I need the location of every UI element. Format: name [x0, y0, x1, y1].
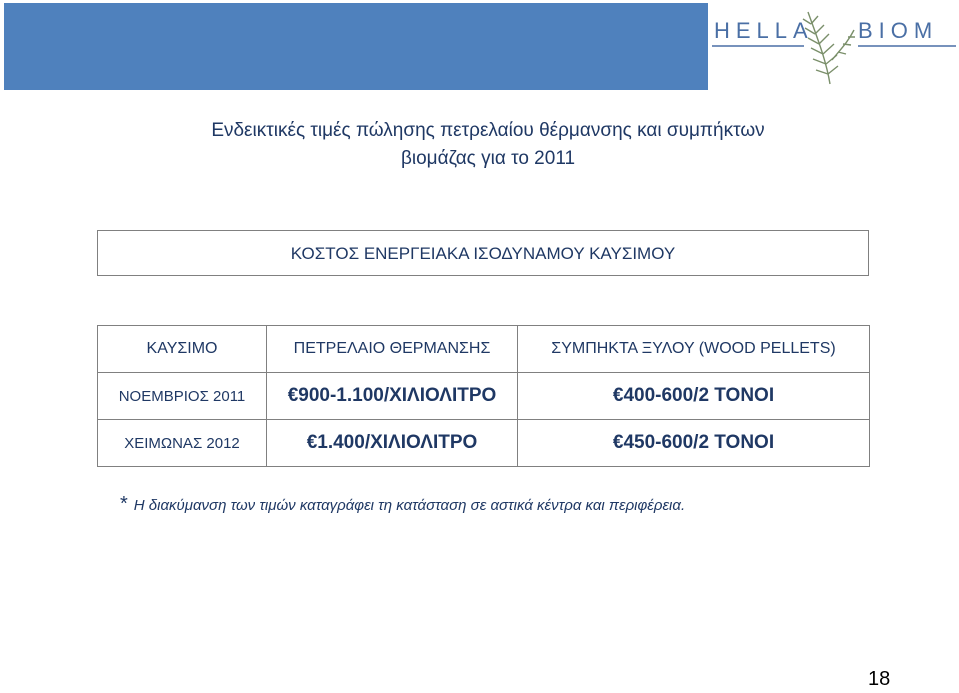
page-title: [108, 117, 868, 173]
header-wood-pellets: ΣΥΜΠΗΚΤΑ ΞΥΛΟΥ (WOOD PELLETS): [518, 326, 870, 373]
table-header-row: [98, 326, 870, 373]
table-row: [98, 373, 870, 420]
logo-text-left: HELLA: [714, 18, 814, 43]
header-banner: [4, 3, 708, 90]
row-label-november-2011: ΝΟΕΜΒΡΙΟΣ 2011: [98, 373, 267, 420]
oil-price-november-2011: €900-1.100/ΧΙΛΙΟΛΙΤΡΟ: [267, 373, 518, 420]
hella-biom-logo: [708, 0, 959, 90]
table-row: [98, 420, 870, 467]
section-heading: ΚΟΣΤΟΣ ΕΝΕΡΓΕΙΑΚΑ ΙΣΟΔΥΝΑΜΟΥ ΚΑΥΣΙΜΟΥ: [97, 230, 869, 276]
pellet-price-winter-2012: €450-600/2 ΤΟΝΟΙ: [518, 420, 870, 467]
header-heating-oil: ΠΕΤΡΕΛΑΙΟ ΘΕΡΜΑΝΣΗΣ: [267, 326, 518, 373]
title-line-2: βιομάζας για το 2011: [400, 148, 576, 169]
footnote-star: *: [120, 493, 128, 515]
header-fuel: ΚΑΥΣΙΜΟ: [98, 326, 267, 373]
row-label-winter-2012: ΧΕΙΜΩΝΑΣ 2012: [98, 420, 267, 467]
price-table: [97, 325, 870, 467]
footnote-text: Η διακύμανση των τιμών καταγράφει τη κατάσταση σε αστικά κέντρα και περιφέρεια.: [133, 497, 686, 514]
page-number: 18: [868, 668, 891, 690]
footnote: [120, 493, 880, 516]
oil-price-winter-2012: €1.400/ΧΙΛΙΟΛΙΤΡΟ: [267, 420, 518, 467]
pellet-price-november-2011: €400-600/2 ΤΟΝΟΙ: [518, 373, 870, 420]
title-line-1: Ενδεικτικές τιμές πώλησης πετρελαίου θέρμανσης και συμπήκτων: [211, 120, 765, 141]
logo-text-right: BIOM: [858, 18, 939, 43]
